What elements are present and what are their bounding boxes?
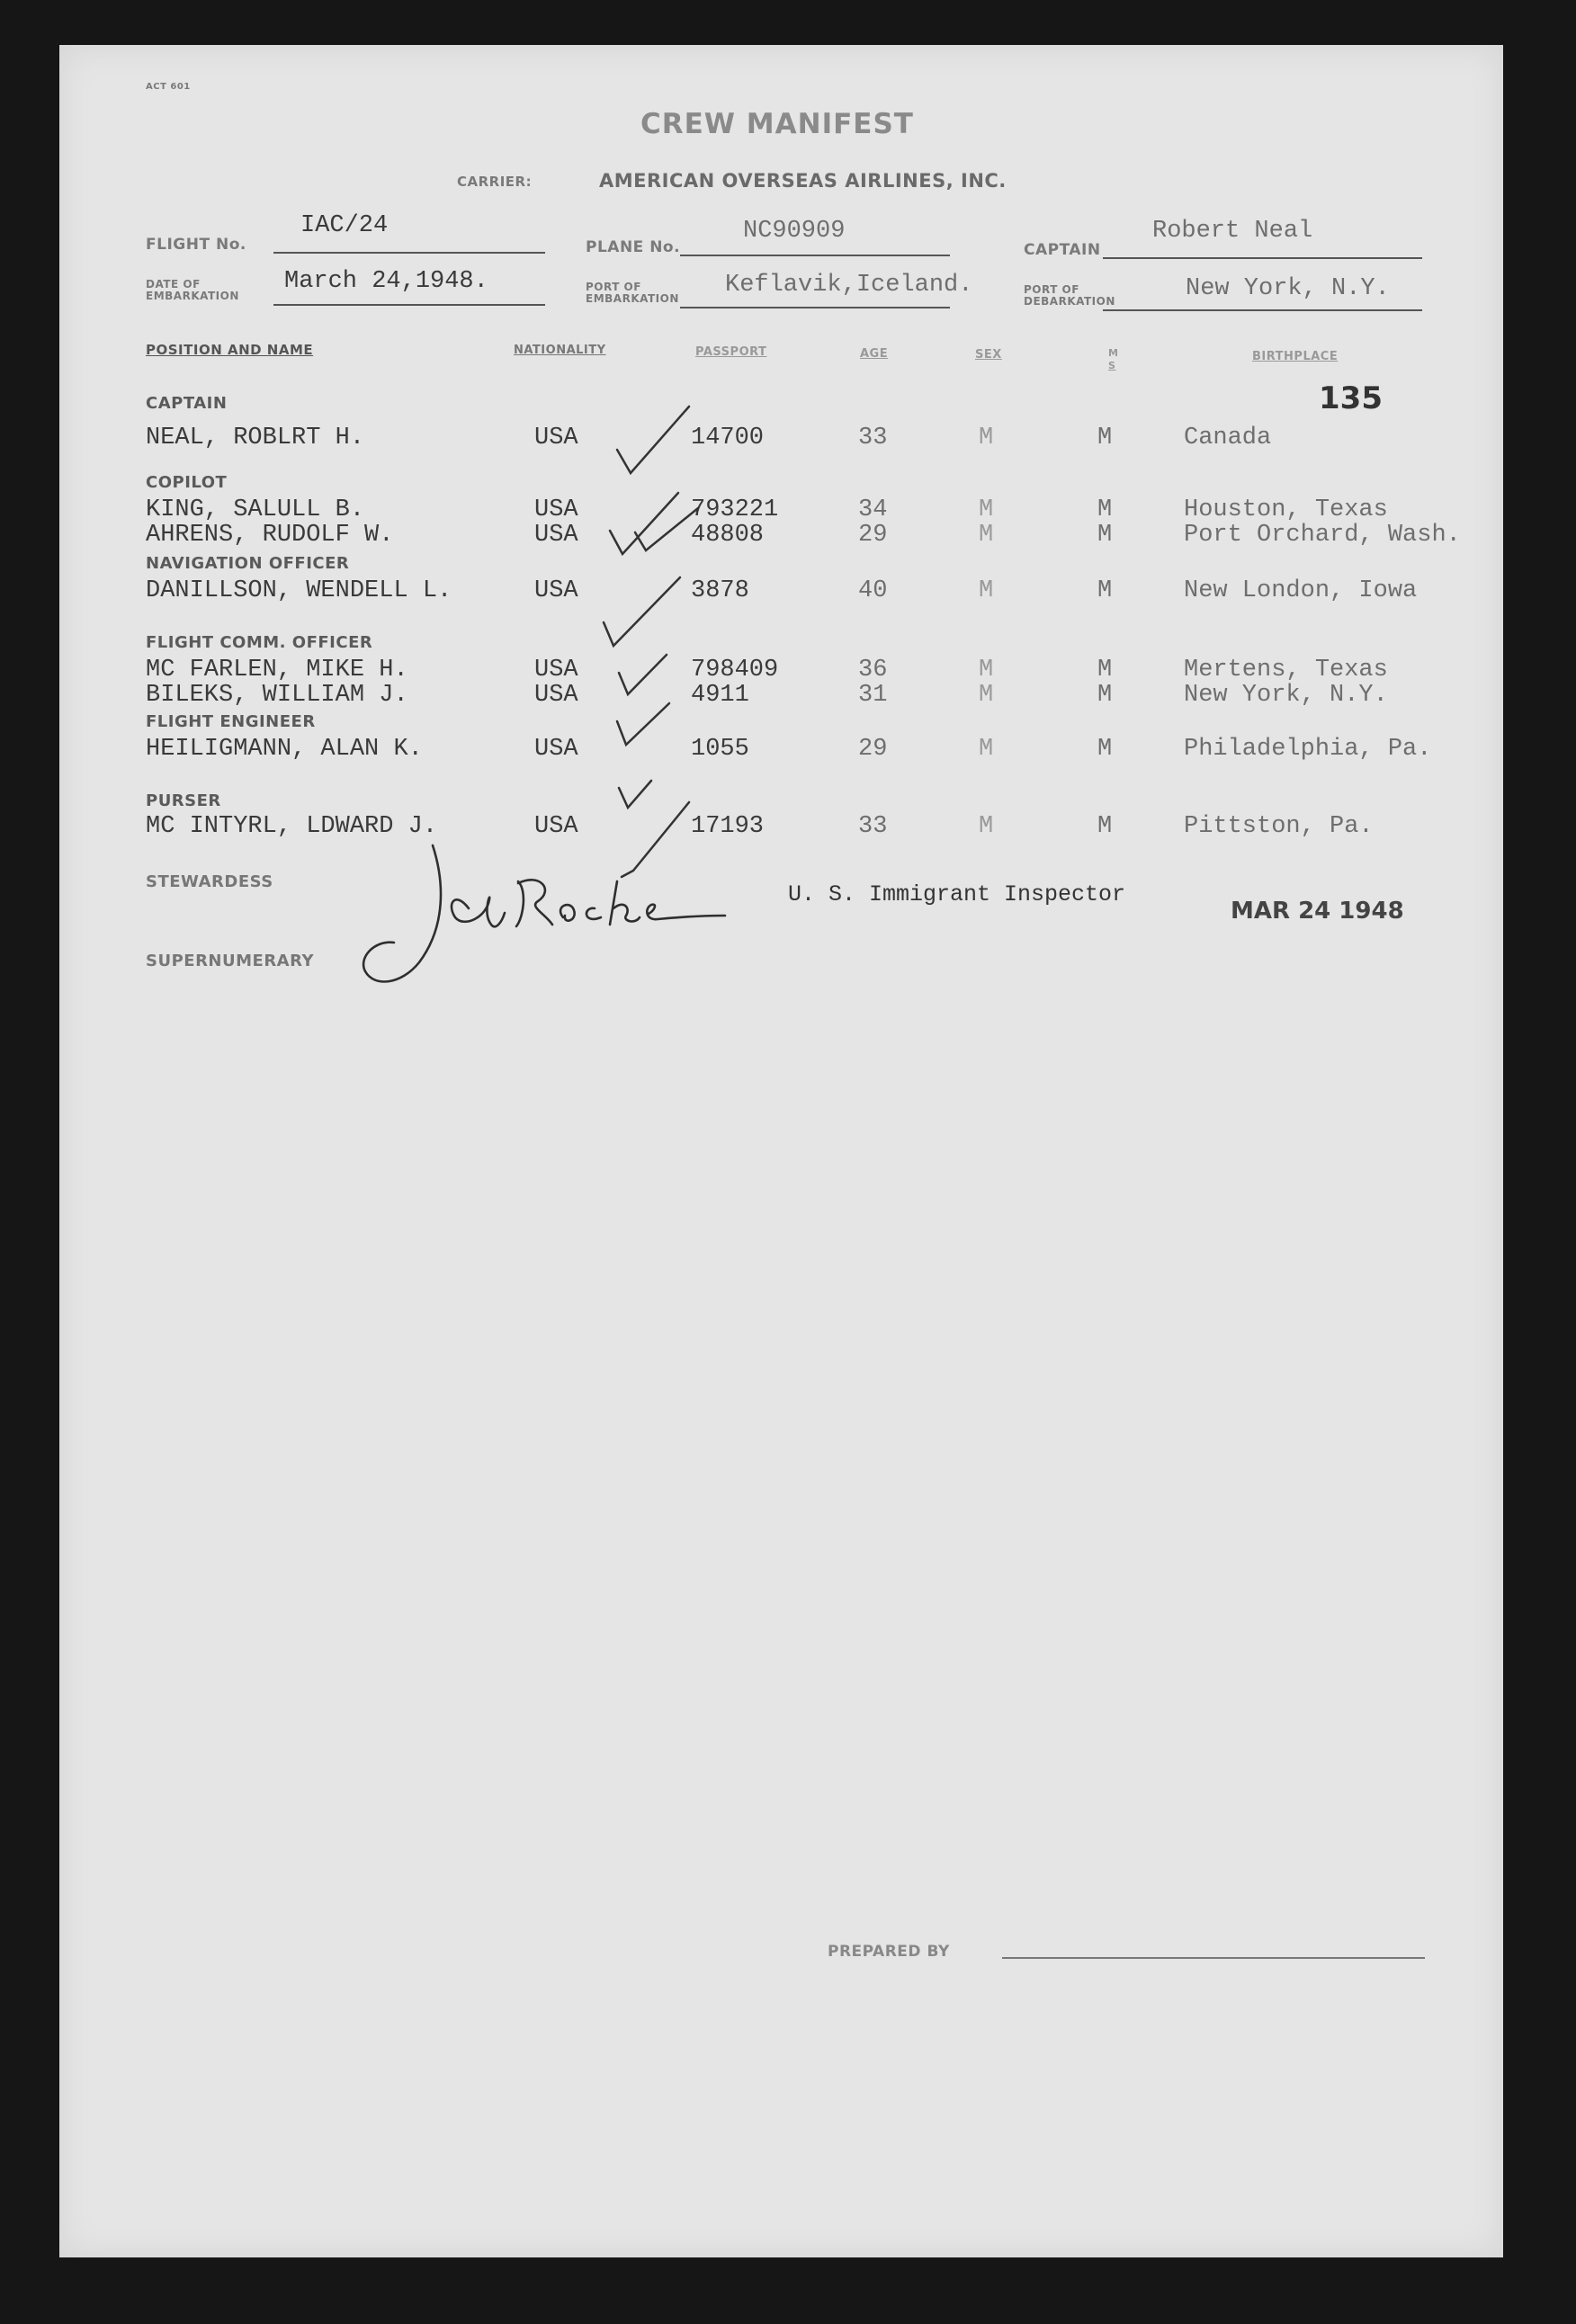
crew-passport: 1055	[691, 736, 749, 763]
crew-birthplace: Canada	[1184, 425, 1272, 451]
col-nationality: NATIONALITY	[514, 344, 606, 357]
crew-nationality: USA	[534, 813, 578, 840]
crew-birthplace: Houston, Texas	[1184, 496, 1388, 523]
crew-marital: M	[1097, 682, 1113, 709]
crew-age: 29	[858, 522, 888, 549]
plane-number: NC90909	[743, 218, 846, 245]
port-emb-line	[680, 307, 950, 308]
crew-birthplace: New York, N.Y.	[1184, 682, 1388, 709]
crew-sex: M	[979, 577, 994, 604]
crew-nationality: USA	[534, 736, 578, 763]
inspector-date-stamp: MAR 24 1948	[1231, 898, 1404, 925]
crew-nationality: USA	[534, 496, 578, 523]
crew-sex: M	[979, 425, 994, 451]
captain-line	[1103, 257, 1422, 259]
port-deb-line	[1103, 309, 1422, 311]
crew-age: 40	[858, 577, 888, 604]
flight-number: IAC/24	[300, 212, 389, 239]
crew-name: NEAL, ROBLRT H.	[146, 425, 365, 451]
col-sex: SEX	[975, 348, 1002, 362]
position-supernumerary: SUPERNUMERARY	[146, 952, 315, 970]
manifest-sheet	[59, 45, 1503, 2257]
prepared-by-line	[1002, 1957, 1425, 1959]
crew-age: 31	[858, 682, 888, 709]
crew-birthplace: Port Orchard, Wash.	[1184, 522, 1461, 549]
crew-passport: 798409	[691, 657, 779, 684]
crew-marital: M	[1097, 522, 1113, 549]
check-mark	[619, 781, 651, 808]
crew-birthplace: New London, Iowa	[1184, 577, 1418, 604]
crew-marital: M	[1097, 496, 1113, 523]
crew-nationality: USA	[534, 682, 578, 709]
crew-marital: M	[1097, 657, 1113, 684]
crew-sex: M	[979, 813, 994, 840]
crew-sex: M	[979, 496, 994, 523]
plane-label: PLANE No.	[586, 238, 681, 256]
position-stewardess: STEWARDESS	[146, 872, 273, 891]
check-mark	[604, 577, 680, 646]
crew-age: 33	[858, 425, 888, 451]
stamp-number: 135	[1319, 380, 1383, 416]
col-age: AGE	[860, 347, 889, 361]
position-flight-comm: FLIGHT COMM. OFFICER	[146, 633, 373, 652]
crew-passport: 3878	[691, 577, 749, 604]
crew-name: HEILIGMANN, ALAN K.	[146, 736, 423, 763]
crew-marital: M	[1097, 736, 1113, 763]
crew-sex: M	[979, 522, 994, 549]
col-birthplace: BIRTHPLACE	[1252, 350, 1339, 363]
col-passport: PASSPORT	[695, 345, 767, 359]
crew-passport: 48808	[691, 522, 765, 549]
crew-name: MC FARLEN, MIKE H.	[146, 657, 408, 684]
col-ms-top: M	[1108, 347, 1119, 359]
position-captain: CAPTAIN	[146, 394, 228, 413]
col-position-name: POSITION AND NAME	[146, 342, 314, 358]
inspector-check-marks	[599, 387, 797, 899]
crew-name: BILEKS, WILLIAM J.	[146, 682, 408, 709]
form-number: ACT 601	[146, 82, 191, 92]
col-ms-bottom: S	[1108, 360, 1116, 371]
port-emb-label-1: PORT OF	[586, 281, 641, 293]
crew-marital: M	[1097, 813, 1113, 840]
crew-name: DANILLSON, WENDELL L.	[146, 577, 452, 604]
check-mark	[617, 703, 669, 745]
port-deb-label-2: DEBARKATION	[1024, 295, 1115, 308]
check-mark	[610, 493, 678, 554]
port-emb-label-2: EMBARKATION	[586, 292, 679, 305]
position-flight-engineer: FLIGHT ENGINEER	[146, 712, 316, 731]
crew-sex: M	[979, 682, 994, 709]
crew-birthplace: Mertens, Texas	[1184, 657, 1388, 684]
captain-label: CAPTAIN	[1024, 241, 1101, 259]
crew-sex: M	[979, 657, 994, 684]
crew-name: MC INTYRL, LDWARD J.	[146, 813, 438, 840]
captain-name: Robert Neal	[1152, 218, 1313, 245]
crew-name: KING, SALULL B.	[146, 496, 365, 523]
flight-label: FLIGHT No.	[146, 236, 246, 254]
crew-nationality: USA	[534, 657, 578, 684]
date-line	[273, 304, 545, 306]
crew-passport: 793221	[691, 496, 779, 523]
check-mark	[617, 407, 689, 473]
crew-birthplace: Pittston, Pa.	[1184, 813, 1374, 840]
crew-birthplace: Philadelphia, Pa.	[1184, 736, 1432, 763]
crew-age: 29	[858, 736, 888, 763]
inspector-signature	[338, 827, 734, 998]
flight-line	[273, 252, 545, 254]
prepared-by-label: PREPARED BY	[828, 1943, 950, 1961]
position-copilot: COPILOT	[146, 473, 228, 492]
crew-passport: 14700	[691, 425, 765, 451]
form-title: CREW MANIFEST	[640, 108, 914, 140]
crew-nationality: USA	[534, 425, 578, 451]
crew-age: 33	[858, 813, 888, 840]
crew-sex: M	[979, 736, 994, 763]
carrier-name: AMERICAN OVERSEAS AIRLINES, INC.	[599, 170, 1007, 192]
plane-line	[680, 255, 950, 256]
embarkation-date: March 24,1948.	[284, 268, 488, 295]
inspector-label: U. S. Immigrant Inspector	[788, 881, 1126, 907]
crew-age: 36	[858, 657, 888, 684]
date-label-1: DATE OF	[146, 278, 201, 290]
crew-marital: M	[1097, 577, 1113, 604]
position-navigation: NAVIGATION OFFICER	[146, 554, 350, 573]
crew-age: 34	[858, 496, 888, 523]
crew-marital: M	[1097, 425, 1113, 451]
port-of-debarkation: New York, N.Y.	[1186, 275, 1390, 302]
carrier-label: CARRIER:	[457, 174, 533, 190]
crew-passport: 4911	[691, 682, 749, 709]
port-deb-label-1: PORT OF	[1024, 283, 1079, 296]
port-of-embarkation: Keflavik,Iceland.	[725, 272, 973, 299]
crew-nationality: USA	[534, 522, 578, 549]
check-mark	[619, 655, 667, 694]
crew-passport: 17193	[691, 813, 765, 840]
date-label-2: EMBARKATION	[146, 290, 239, 302]
crew-name: AHRENS, RUDOLF W.	[146, 522, 394, 549]
position-purser: PURSER	[146, 791, 221, 810]
crew-nationality: USA	[534, 577, 578, 604]
